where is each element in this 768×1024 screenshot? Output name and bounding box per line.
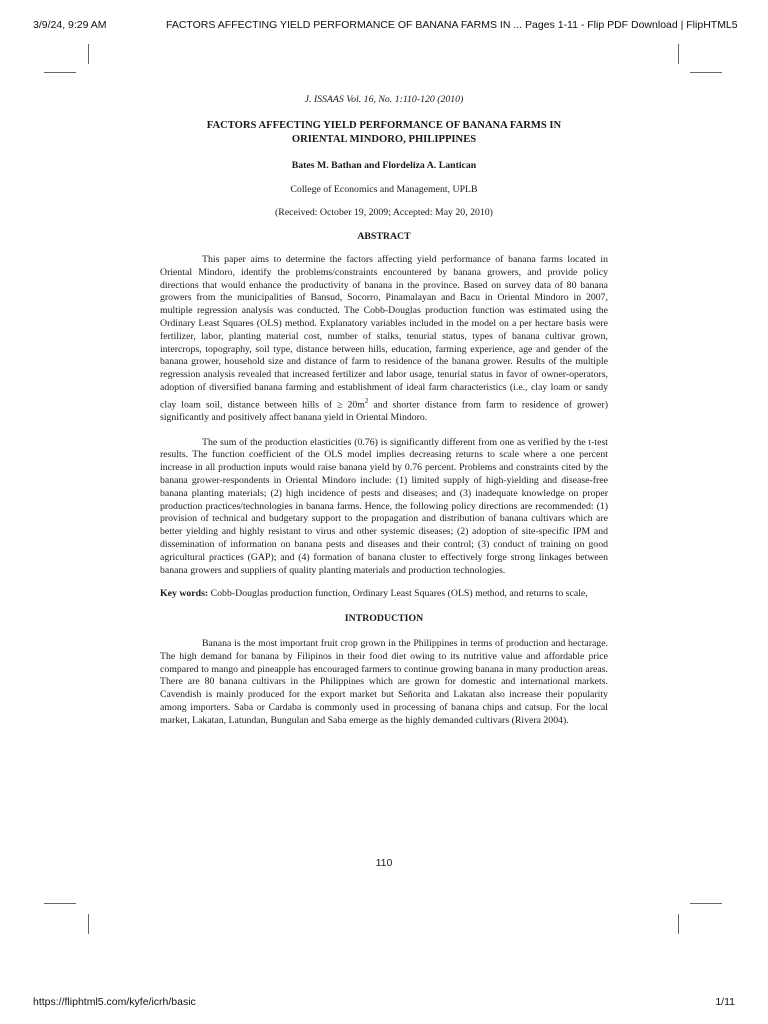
introduction-paragraph-1: Banana is the most important fruit crop grown in the Philippines in terms of production and hectarage. The high demand for banana by Filipinos in their food diet owing to its nutritive value and affordable price compared to mango and pineapple has encouraged farmers to continue growing banana in many production areas. There are 80 banana cultivars in the Philippines which are grown for domestic and international markets. Cavendish is mainly produced for the export market but Señorita and Lakatan also increase their popularity among importers. Saba or Cardaba is commonly used in processing of banana chips and catsup. For the local market, Lakatan, Latundan, Bungulan and Saba emerge as the highly demanded cultivars (Rivera 2004). — [160, 637, 608, 726]
page-number: 110 — [375, 857, 393, 869]
keywords-text: Cobb-Douglas production function, Ordinary Least Squares (OLS) method, and returns to scale, — [208, 588, 588, 600]
affiliation: College of Economics and Management, UPLB — [290, 183, 478, 195]
document-page — [160, 94, 608, 728]
abstract-paragraph-1 — [160, 254, 608, 425]
crop-mark-bottom-right-h — [690, 903, 722, 904]
keywords-label: Key words: — [160, 588, 209, 600]
crop-mark-top-left-h — [44, 72, 76, 73]
introduction-heading: INTRODUCTION — [344, 613, 424, 625]
print-page-title: FACTORS AFFECTING YIELD PERFORMANCE OF BANANA FARMS IN ... Pages 1-11 - Flip PDF Download | FlipHTML5 — [166, 19, 738, 31]
crop-mark-bottom-right-v — [678, 914, 679, 934]
paper-title-line-1: FACTORS AFFECTING YIELD PERFORMANCE OF BANANA FARMS IN — [206, 119, 562, 131]
print-url: https://fliphtml5.com/kyfe/icrh/basic — [33, 996, 196, 1008]
abstract-paragraph-2: The sum of the production elasticities (0.76) is significantly different from one as verified by the t-test results. The function coefficient of the OLS model implies decreasing returns to scale where a one percent increase in all production inputs would raise banana yield by 0.76 percent. Problems and constraints cited by the banana grower-respondents in Oriental Mindoro include: (1) limited supply of high-yielding and disease-free banana planting materials; (2) high incidence of pests and diseases; and (3) inadequate knowledge on proper production practices/technologies in banana farms. Hence, the following policy directions are recommended: (1) provision of technical and budgetary support to the propagation and distribution of banana cultivars which are better yielding and highly resistant to virus and other systemic diseases; (2) adoption of site-specific IPM and dissemination of information on banana pests and diseases and their control; (3) conduct of training on good agricultural practices (GAP); and (4) formation of banana cluster to effectively forge strong linkages between banana growers and suppliers of quality planting materials and production technologies. — [160, 436, 608, 576]
received-dates: (Received: October 19, 2009; Accepted: May 20, 2010) — [275, 207, 493, 219]
crop-mark-top-left-v — [88, 44, 89, 64]
crop-mark-top-right-h — [690, 72, 722, 73]
journal-citation: J. ISSAAS Vol. 16, No. 1:110-120 (2010) — [304, 94, 464, 105]
keywords — [160, 588, 608, 601]
crop-mark-bottom-left-v — [88, 914, 89, 934]
print-timestamp: 3/9/24, 9:29 AM — [33, 19, 107, 31]
abstract-heading: ABSTRACT — [357, 231, 411, 243]
abstract-p1-text-a: This paper aims to determine the factors affecting yield performance of banana farms located in Oriental Mindoro, identify the problems/constraints encountered by banana growers, and provide policy directions that would enhance the productivity of banana in the province. Based on survey data of 80 banana growers from the municipalities of Bansud, Socorro, Pinamalayan and Bacu in Oriental Mindoro in 2007, multiple regression analysis was conducted. The Cobb-Douglas production function was estimated using the Ordinary Least Squares (OLS) method. Explanatory variables included in the model on a per hectare basis were fertilizer, labor, planting material cost, number of stalks, tenurial status, types of banana cultivar grown, intercrops, topography, soil type, distance between hills, education, farming experience, age and gender of the banana grower, household size and distance of farm to residence of the banana grower. Results of the multiple regression analysis revealed that increased fertilizer and labor usage, tenurial status in favor of owner-operators, adoption of diversified banana farming and establishment of ideal farm characteristics (i.e., clay loam or sandy clay loam soil, distance between hills of ≥ 20m — [160, 253, 608, 411]
abstract-p1-text-b: and shorter distance from farm to residence of grower) significantly and positively affect banana yield in Oriental Mindoro. — [160, 399, 608, 423]
authors: Bates M. Bathan and Flordeliza A. Lantican — [291, 159, 477, 171]
abstract-p1-superscript: 2 — [364, 396, 369, 405]
crop-mark-top-right-v — [678, 44, 679, 64]
paper-title — [160, 119, 608, 147]
paper-title-line-2: ORIENTAL MINDORO, PHILIPPINES — [291, 133, 477, 145]
print-page-count: 1/11 — [715, 996, 735, 1008]
crop-mark-bottom-left-h — [44, 903, 76, 904]
